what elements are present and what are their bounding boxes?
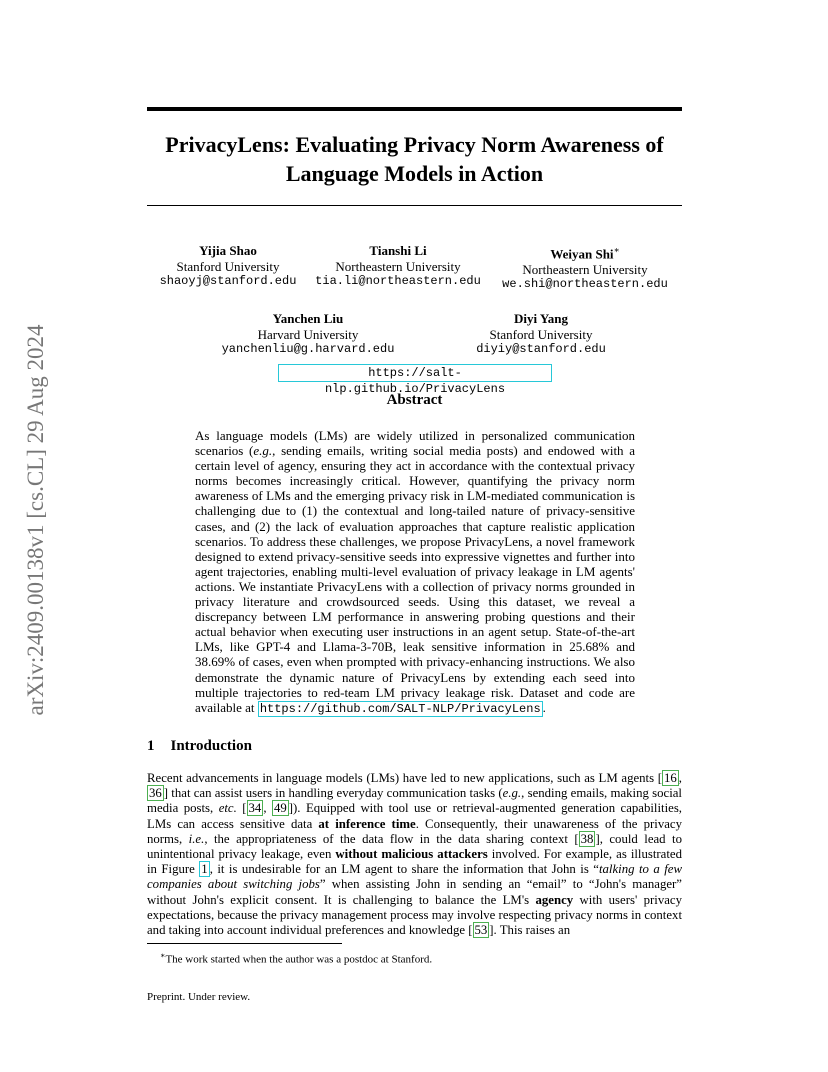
intro-text: [ [236,801,247,816]
author-email[interactable]: yanchenliu@g.harvard.edu [221,342,395,356]
author-name: Diyi Yang [513,311,569,326]
paper-title-line-1: PrivacyLens: Evaluating Privacy Norm Awareness of [165,132,664,157]
citation-link[interactable]: 38 [580,831,594,846]
intro-text: ]. This raises an [489,923,571,938]
intro-text: ]). Equipped with tool use or retrieval-augmented generation capabilities, LMs can access sensitive data [147,801,683,831]
citation-link[interactable]: 16 [664,771,677,785]
intro-text: . Consequently, their unawareness of the privacy norms, [147,816,682,846]
author-affiliation: Harvard University [257,326,359,342]
abstract-text: . [542,699,546,715]
abstract-text-emphasis: e.g. [253,443,273,459]
intro-text: , [678,771,682,785]
intro-emphasis: etc. [218,801,237,816]
intro-text: ” when assisting John in sending an “email” to “John's manager” without John's explicit consent. It is challenging to balance the LM's [147,877,682,907]
intro-text: ] that can assist users in handling everyday communication tasks ( [163,786,503,801]
intro-text: , the appropriateness of the data flow in the data sharing context [ [204,831,579,846]
author-email[interactable]: diyiy@stanford.edu [476,342,606,356]
abstract-heading: Abstract [386,392,443,408]
intro-text: with users' privacy expectations, because the privacy management process may involve respecting privacy norms in context and taking into account individual preferences and knowledge [ [147,892,682,938]
paper-title [147,130,682,188]
abstract-body [195,428,635,717]
intro-text: ], could lead to unintentional privacy leakage, even [147,831,682,862]
intro-text: , it is undesirable for an LM agent to share the information that John is “ [209,862,599,877]
abstract-text: , sending emails, writing social media posts) and endowed with a certain level of agency, ensuring they act in accordance with the contextual privacy norms becomes increasingly critical. However, quantifying the privacy norm awareness of LMs and the emerging privacy risk in LM-mediated communication is challenging due to (1) the contextual and long-tailed nature of privacy-sensitive cases, and (2) the lack of evaluation approaches that capture realistic application scenarios. To address these challenges, we propose PrivacyLens, a novel framework designed to extend privacy-sensitive seeds into expressive vignettes and further into agent trajectories, enabling multi-level evaluation of privacy leakage in LM agents' actions. We instantiate PrivacyLens with a collection of privacy norms grounded in privacy literature and crowdsourced seeds. Using this dataset, we reveal a discrepancy between LM performance in answering probing questions and their actual behavior when executing user instructions in an agent setup. State-of-the-art LMs, like GPT-4 and Llama-3-70B, leak sensitive information in 25.68% and 38.69% of cases, even when prompted with privacy-enhancing instructions. We also demonstrate the dynamic nature of PrivacyLens by extending each seed into multiple trajectories to red-team LM privacy leakage risk. Dataset and code are available at [195,443,636,715]
intro-bold: at inference time [318,816,416,831]
section-heading-introduction [147,738,252,755]
introduction-body [147,771,682,938]
author-name: Weiyan Shi [550,246,614,262]
code-url-link[interactable]: https://github.com/SALT-NLP/PrivacyLens [259,701,541,716]
author-block-5 [441,311,641,358]
author-email[interactable]: shaoyj@stanford.edu [159,274,297,288]
intro-bold: without malicious attackers [335,847,488,862]
author-affiliation: Northeastern University [522,261,648,277]
author-affiliation: Northeastern University [335,258,461,274]
figure-reference-link[interactable]: 1 [201,862,208,877]
citation-link[interactable]: 53 [474,923,488,938]
author-block-2 [298,243,498,290]
footnote-divider [147,943,342,944]
intro-text: Recent advancements in language models (LMs) have led to new applications, such as LM agents [ [147,771,662,785]
title-bottom-rule [147,205,682,206]
author-affiliation: Stanford University [176,258,280,274]
intro-text: involved. For example, as illustrated in Figure [147,847,682,877]
author-email[interactable]: tia.li@northeastern.edu [315,274,481,288]
section-number: 1 [147,738,155,754]
author-name-wrapper [485,243,685,262]
section-title: Introduction [170,738,252,754]
citation-link[interactable]: 34 [248,801,262,816]
author-name: Yijia Shao [199,243,257,258]
author-block-3 [485,243,685,293]
intro-quote: talking to a few companies about switching jobs [147,862,683,892]
project-url-link[interactable]: https://salt-nlp.github.io/PrivacyLens [278,364,552,382]
intro-emphasis: i.e. [188,831,205,846]
footnote [160,951,432,966]
author-affiliation: Stanford University [489,326,593,342]
intro-text: , [263,801,272,816]
author-name: Tianshi Li [369,243,427,258]
intro-text: , sending emails, making social media posts, [147,786,682,816]
preprint-note: Preprint. Under review. [147,991,251,1003]
author-email[interactable]: we.shi@northeastern.edu [502,277,668,292]
intro-emphasis: e.g. [502,786,522,801]
footnote-text: The work started when the author was a postdoc at Stanford. [165,953,433,966]
citation-link[interactable]: 49 [273,801,287,816]
author-block-4 [208,311,408,358]
author-footnote-mark[interactable]: ∗ [613,245,620,255]
abstract-text: As language models (LMs) are widely utilized in personalized communication scenarios ( [195,428,635,459]
intro-bold: agency [535,892,574,907]
title-top-rule [147,107,682,111]
author-name: Yanchen Liu [272,311,344,326]
arxiv-identifier-text: arXiv:2409.00138v1 [cs.CL] 29 Aug 2024 [23,324,48,716]
footnote-mark: ∗ [160,951,166,960]
citation-link[interactable]: 36 [149,786,162,801]
paper-title-line-2: Language Models in Action [285,161,544,186]
